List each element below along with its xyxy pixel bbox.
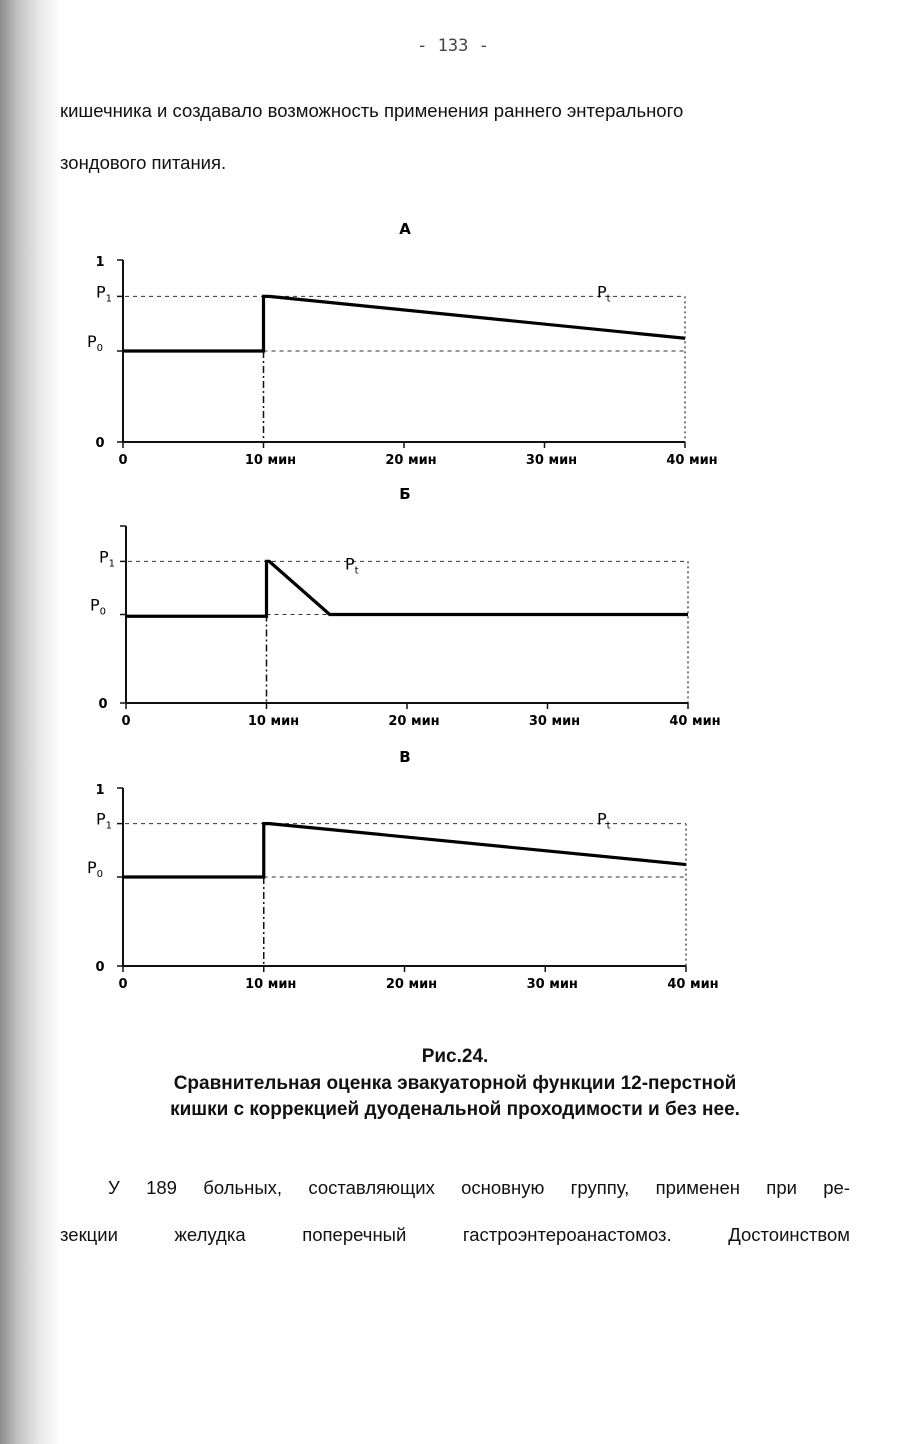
chart-1-p1-label: $P_1$ (96, 282, 113, 305)
figure-caption-line-2: кишки с коррекцией дуоденальной проходимости и без нее. (170, 1099, 740, 1120)
chart-3-x-tick-label-3: 30 мин (526, 977, 578, 992)
chart-1-x-tick-label-1: 10 мин (244, 453, 297, 468)
chart-3-y-tick-label-1: 1 (95, 783, 105, 798)
chart-3-x-tick-label-2: 20 мин (385, 977, 438, 992)
chart-2-x-tick-label-2: 20 мин (388, 714, 440, 729)
chart-3-p1-label: $P_1$ (96, 809, 113, 832)
chart-3-series-1-line (123, 824, 686, 877)
chart-2-p1-label: $P_1$ (99, 547, 116, 570)
chart-1-title: А (399, 220, 411, 238)
body-text-line-3: У 189 больных, составляющих основную группу, применен при ре- (108, 1177, 850, 1198)
figure-caption-number: Рис.24. (421, 1046, 489, 1067)
chart-2-y-tick-label-0: 0 (98, 697, 108, 712)
chart-3-title: В (399, 748, 411, 766)
chart-3-x-tick-label-1: 10 мин (245, 977, 297, 992)
chart-1-x-tick-label-4: 40 мин (666, 453, 718, 468)
chart-1-x-tick-label-2: 20 мин (385, 453, 437, 468)
chart-1-y-tick-label-0: 0 (95, 436, 105, 451)
chart-3-x-tick-label-0: 0 (118, 977, 128, 992)
figure-caption-line-1: Сравнительная оценка эвакуаторной функции 12-перстной (173, 1073, 737, 1094)
chart-1-x-tick-label-3: 30 мин (525, 453, 578, 468)
body-text-line-4: зекции желудка поперечный гастроэнтероанастомоз. Достоинством (60, 1224, 850, 1245)
chart-2-x-tick-label-1: 10 мин (247, 714, 300, 729)
chart-1-y-tick-label-1: 1 (95, 255, 105, 270)
chart-1-x-tick-label-0: 0 (118, 453, 128, 468)
page-number: - 133 - (417, 36, 489, 56)
chart-2-x-tick-label-4: 40 мин (669, 714, 721, 729)
chart-3-p0-label: $P_0$ (87, 858, 104, 880)
chart-2-x-tick-label-3: 30 мин (528, 714, 581, 729)
chart-1-pt-label: $P_t$ (597, 282, 611, 305)
chart-1-series-1-line (123, 296, 685, 351)
chart-3-y-tick-label-0: 0 (95, 960, 105, 975)
chart-1-p0-label: $P_0$ (87, 332, 104, 354)
chart-2-title: Б (399, 485, 411, 503)
chart-2-x-tick-label-0: 0 (121, 714, 131, 729)
body-text-line-1: кишечника и создавало возможность применения раннего энтерального (60, 100, 684, 121)
chart-3-x-tick-label-4: 40 мин (667, 977, 719, 992)
body-text-line-2: зондового питания. (60, 152, 227, 173)
chart-2-p0-label: $P_0$ (90, 595, 107, 618)
chart-3-pt-label: $P_t$ (597, 809, 611, 832)
chart-2-pt-label: $P_t$ (345, 554, 359, 577)
chart-2-series-1-line (126, 561, 688, 616)
